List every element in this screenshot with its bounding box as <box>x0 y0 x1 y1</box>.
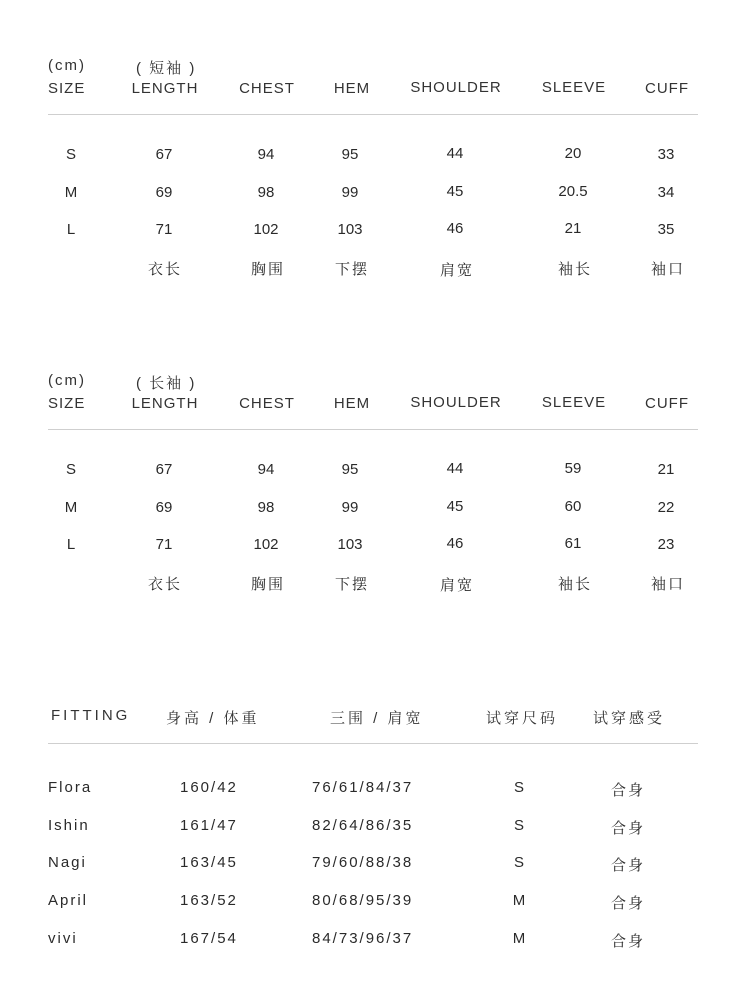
measurements: 84/73/96/37 <box>312 930 414 947</box>
header-length: LENGTH <box>131 80 199 97</box>
table-cell: 67 <box>155 146 173 163</box>
unit-label: (cm) <box>48 57 86 74</box>
header-cuff: CUFF <box>645 80 689 97</box>
fit-feeling: 合身 <box>610 895 646 912</box>
table-cell: 46 <box>446 535 464 552</box>
table-cell: 35 <box>657 221 675 238</box>
fit-feeling: 合身 <box>610 857 646 874</box>
table-cell: 21 <box>657 461 675 478</box>
model-name: Nagi <box>48 854 87 871</box>
table-cell: 59 <box>564 460 582 477</box>
cn-label: 胸围 <box>250 576 286 593</box>
table-cell: 99 <box>341 499 359 516</box>
table-cell: 44 <box>446 145 464 162</box>
fit-feeling: 合身 <box>610 820 646 837</box>
table-cell: 94 <box>257 461 275 478</box>
header-chest: CHEST <box>239 395 295 412</box>
trial-size: S <box>513 817 527 834</box>
header-shoulder: SHOULDER <box>410 394 502 411</box>
divider <box>48 114 698 115</box>
cn-label: 下摆 <box>334 261 370 278</box>
table-cell: 61 <box>564 535 582 552</box>
divider <box>48 429 698 430</box>
header-size: SIZE <box>48 80 86 97</box>
trial-size: M <box>512 930 528 947</box>
measurements: 79/60/88/38 <box>312 854 414 871</box>
table-cell: 21 <box>564 220 582 237</box>
trial-size: S <box>513 779 527 796</box>
header-cuff: CUFF <box>645 395 689 412</box>
table-cell: 103 <box>337 536 363 553</box>
table-cell: 102 <box>253 221 279 238</box>
table-cell: 22 <box>657 499 675 516</box>
table-cell: 71 <box>155 221 173 238</box>
cn-label: 衣长 <box>147 261 183 278</box>
divider <box>48 743 698 744</box>
table-cell: S <box>65 461 77 478</box>
table-cell: 95 <box>341 461 359 478</box>
header-size: SIZE <box>48 395 86 412</box>
fit-feeling: 合身 <box>610 782 646 799</box>
table-cell: 45 <box>446 183 464 200</box>
header-hem: HEM <box>333 395 371 412</box>
table-cell: 98 <box>257 499 275 516</box>
height-weight: 167/54 <box>180 930 238 947</box>
table-cell: 69 <box>155 499 173 516</box>
cn-label: 衣长 <box>147 576 183 593</box>
cn-label: 袖口 <box>650 261 686 278</box>
trial-size: S <box>513 854 527 871</box>
height-weight: 163/52 <box>180 892 238 909</box>
height-weight: 163/45 <box>180 854 238 871</box>
table-cell: 45 <box>446 498 464 515</box>
model-name: vivi <box>48 930 78 947</box>
table-cell: M <box>64 499 78 516</box>
header-measurements: 三围 / 肩宽 <box>330 710 424 727</box>
cn-label: 肩宽 <box>439 577 475 594</box>
measurements: 76/61/84/37 <box>312 779 414 796</box>
variant-label: ( 长袖 ) <box>136 375 197 392</box>
header-sleeve: SLEEVE <box>541 79 607 96</box>
table-cell: 20.5 <box>558 183 588 200</box>
model-name: Flora <box>48 779 93 796</box>
model-name: Ishin <box>48 817 90 834</box>
table-cell: 69 <box>155 184 173 201</box>
cn-label: 袖长 <box>557 261 593 278</box>
cn-label: 肩宽 <box>439 262 475 279</box>
cn-label: 袖长 <box>557 576 593 593</box>
cn-label: 袖口 <box>650 576 686 593</box>
table-cell: 102 <box>253 536 279 553</box>
measurements: 80/68/95/39 <box>312 892 414 909</box>
table-cell: 98 <box>257 184 275 201</box>
table-cell: L <box>66 536 76 553</box>
table-cell: 94 <box>257 146 275 163</box>
variant-label: ( 短袖 ) <box>136 60 197 77</box>
cn-label: 胸围 <box>250 261 286 278</box>
header-height-weight: 身高 / 体重 <box>166 710 260 727</box>
table-cell: 20 <box>564 145 582 162</box>
header-fit-feeling: 试穿感受 <box>593 710 666 727</box>
header-sleeve: SLEEVE <box>541 394 607 411</box>
unit-label: (cm) <box>48 372 86 389</box>
table-cell: M <box>64 184 78 201</box>
table-cell: 23 <box>657 536 675 553</box>
table-cell: 60 <box>564 498 582 515</box>
height-weight: 161/47 <box>180 817 238 834</box>
table-cell: 71 <box>155 536 173 553</box>
table-cell: 33 <box>657 146 675 163</box>
height-weight: 160/42 <box>180 779 238 796</box>
header-chest: CHEST <box>239 80 295 97</box>
table-cell: 95 <box>341 146 359 163</box>
cn-label: 下摆 <box>334 576 370 593</box>
header-hem: HEM <box>333 80 371 97</box>
table-cell: 34 <box>657 184 675 201</box>
table-cell: 99 <box>341 184 359 201</box>
table-cell: 67 <box>155 461 173 478</box>
measurements: 82/64/86/35 <box>312 817 414 834</box>
table-cell: 46 <box>446 220 464 237</box>
model-name: April <box>48 892 89 909</box>
table-cell: 44 <box>446 460 464 477</box>
trial-size: M <box>512 892 528 909</box>
table-cell: S <box>65 146 77 163</box>
table-cell: 103 <box>337 221 363 238</box>
table-cell: L <box>66 221 76 238</box>
header-fitting: FITTING <box>51 707 131 724</box>
header-trial-size: 试穿尺码 <box>486 710 559 727</box>
fit-feeling: 合身 <box>610 933 646 950</box>
header-shoulder: SHOULDER <box>410 79 502 96</box>
header-length: LENGTH <box>131 395 199 412</box>
